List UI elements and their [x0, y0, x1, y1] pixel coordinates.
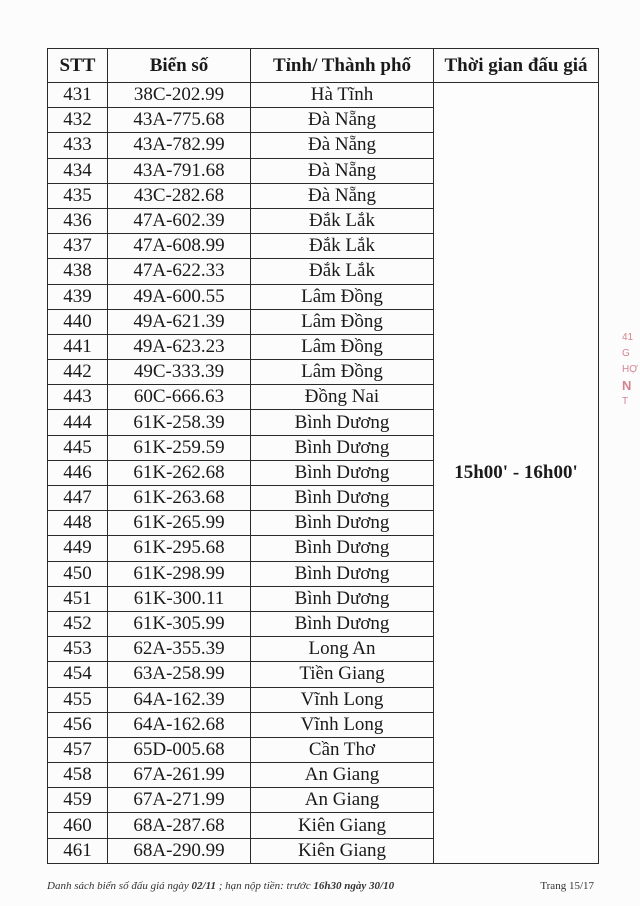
cell-plate: 61K-298.99	[108, 561, 251, 586]
cell-province: Long An	[251, 637, 434, 662]
cell-stt: 448	[48, 511, 108, 536]
cell-plate: 61K-259.59	[108, 435, 251, 460]
cell-stt: 451	[48, 586, 108, 611]
cell-stt: 431	[48, 83, 108, 108]
cell-stt: 454	[48, 662, 108, 687]
cell-stt: 450	[48, 561, 108, 586]
cell-province: Đà Nẵng	[251, 133, 434, 158]
cell-stt: 443	[48, 385, 108, 410]
cell-plate: 60C-666.63	[108, 385, 251, 410]
cell-plate: 62A-355.39	[108, 637, 251, 662]
cell-stt: 446	[48, 460, 108, 485]
cell-province: Đắk Lắk	[251, 234, 434, 259]
cell-plate: 49A-621.39	[108, 309, 251, 334]
table-row	[48, 83, 599, 108]
cell-stt: 457	[48, 737, 108, 762]
cell-province: Hà Tĩnh	[251, 83, 434, 108]
stamp-text: G	[622, 348, 630, 359]
cell-plate: 43A-775.68	[108, 108, 251, 133]
cell-plate: 63A-258.99	[108, 662, 251, 687]
cell-stt: 436	[48, 208, 108, 233]
cell-plate: 49A-600.55	[108, 284, 251, 309]
cell-stt: 459	[48, 788, 108, 813]
cell-stt: 456	[48, 712, 108, 737]
cell-province: Kiên Giang	[251, 838, 434, 863]
cell-province: Bình Dương	[251, 561, 434, 586]
cell-province: Đà Nẵng	[251, 108, 434, 133]
cell-province: Bình Dương	[251, 410, 434, 435]
cell-stt: 438	[48, 259, 108, 284]
table-body	[48, 83, 599, 864]
footer-note	[47, 880, 394, 892]
cell-plate: 68A-290.99	[108, 838, 251, 863]
cell-stt: 440	[48, 309, 108, 334]
cell-plate: 61K-263.68	[108, 486, 251, 511]
cell-stt: 433	[48, 133, 108, 158]
cell-auction-time: 15h00' - 16h00'	[434, 83, 599, 864]
cell-plate: 47A-622.33	[108, 259, 251, 284]
cell-province: Tiền Giang	[251, 662, 434, 687]
cell-plate: 65D-005.68	[108, 737, 251, 762]
cell-plate: 61K-262.68	[108, 460, 251, 485]
cell-plate: 61K-265.99	[108, 511, 251, 536]
cell-province: An Giang	[251, 763, 434, 788]
cell-stt: 441	[48, 334, 108, 359]
cell-stt: 435	[48, 183, 108, 208]
cell-province: Bình Dương	[251, 536, 434, 561]
cell-province: Đà Nẵng	[251, 183, 434, 208]
cell-stt: 442	[48, 360, 108, 385]
cell-province: Bình Dương	[251, 511, 434, 536]
cell-plate: 67A-271.99	[108, 788, 251, 813]
cell-province: Bình Dương	[251, 611, 434, 636]
stamp-text: HỢ	[622, 364, 638, 375]
cell-province: Vĩnh Long	[251, 687, 434, 712]
footer-prefix: Danh sách biển số đấu giá ngày	[47, 880, 192, 892]
cell-plate: 43A-782.99	[108, 133, 251, 158]
footer-auction-date: 02/11	[191, 880, 216, 892]
cell-province: An Giang	[251, 788, 434, 813]
footer-deadline: 16h30 ngày 30/10	[313, 880, 395, 892]
cell-stt: 461	[48, 838, 108, 863]
cell-province: Cần Thơ	[251, 737, 434, 762]
stamp-text: N	[622, 378, 632, 393]
cell-province: Đồng Nai	[251, 385, 434, 410]
cell-stt: 445	[48, 435, 108, 460]
cell-stt: 449	[48, 536, 108, 561]
cell-plate: 68A-287.68	[108, 813, 251, 838]
cell-province: Bình Dương	[251, 586, 434, 611]
cell-plate: 38C-202.99	[108, 83, 251, 108]
cell-plate: 64A-162.68	[108, 712, 251, 737]
cell-stt: 453	[48, 637, 108, 662]
stamp-text: 41	[622, 332, 634, 343]
cell-province: Lâm Đồng	[251, 360, 434, 385]
cell-stt: 434	[48, 158, 108, 183]
header-stt: STT	[48, 49, 108, 83]
cell-province: Bình Dương	[251, 486, 434, 511]
cell-stt: 432	[48, 108, 108, 133]
cell-province: Bình Dương	[251, 460, 434, 485]
cell-stt: 455	[48, 687, 108, 712]
cell-plate: 61K-258.39	[108, 410, 251, 435]
red-stamp-fragment	[622, 330, 640, 450]
cell-province: Đắk Lắk	[251, 259, 434, 284]
cell-province: Đắk Lắk	[251, 208, 434, 233]
header-province: Tỉnh/ Thành phố	[251, 49, 434, 83]
cell-plate: 61K-305.99	[108, 611, 251, 636]
cell-plate: 47A-608.99	[108, 234, 251, 259]
cell-stt: 437	[48, 234, 108, 259]
cell-plate: 47A-602.39	[108, 208, 251, 233]
cell-plate: 43C-282.68	[108, 183, 251, 208]
cell-stt: 452	[48, 611, 108, 636]
license-plate-auction-table	[47, 48, 599, 864]
page-number: Trang 15/17	[540, 880, 594, 892]
stamp-text: T	[622, 396, 629, 407]
cell-plate: 49C-333.39	[108, 360, 251, 385]
cell-province: Đà Nẵng	[251, 158, 434, 183]
cell-province: Lâm Đồng	[251, 309, 434, 334]
table-header-row	[48, 49, 599, 83]
cell-plate: 49A-623.23	[108, 334, 251, 359]
cell-plate: 67A-261.99	[108, 763, 251, 788]
cell-province: Vĩnh Long	[251, 712, 434, 737]
footer-middle: ; hạn nộp tiền: trước	[215, 880, 314, 892]
cell-plate: 61K-300.11	[108, 586, 251, 611]
cell-stt: 444	[48, 410, 108, 435]
cell-plate: 43A-791.68	[108, 158, 251, 183]
cell-province: Lâm Đồng	[251, 284, 434, 309]
header-plate: Biển số	[108, 49, 251, 83]
cell-stt: 458	[48, 763, 108, 788]
cell-plate: 61K-295.68	[108, 536, 251, 561]
cell-province: Lâm Đồng	[251, 334, 434, 359]
cell-stt: 439	[48, 284, 108, 309]
cell-stt: 460	[48, 813, 108, 838]
cell-province: Kiên Giang	[251, 813, 434, 838]
header-auction-time: Thời gian đấu giá	[434, 49, 599, 83]
cell-stt: 447	[48, 486, 108, 511]
cell-province: Bình Dương	[251, 435, 434, 460]
cell-plate: 64A-162.39	[108, 687, 251, 712]
